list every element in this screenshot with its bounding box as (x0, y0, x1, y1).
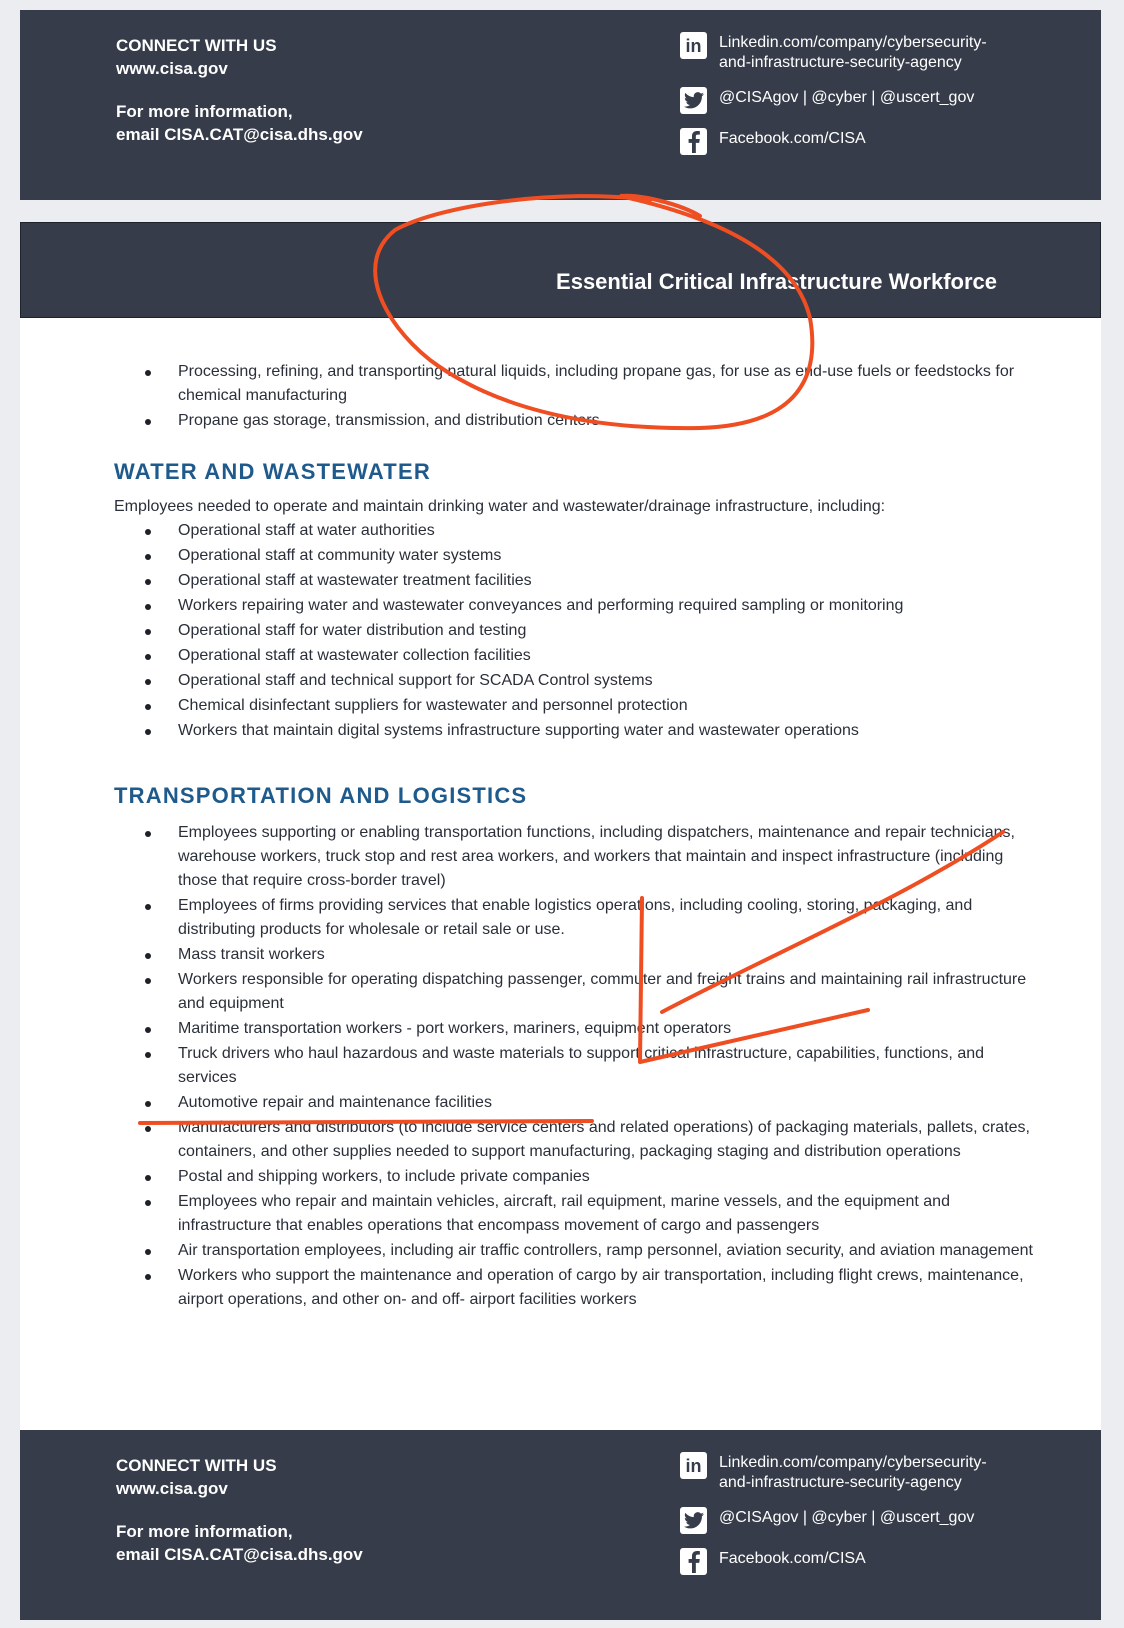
email-link[interactable]: email CISA.CAT@cisa.dhs.gov (116, 125, 363, 144)
list-item: Truck drivers who haul hazardous and waste materials to support critical infrastructure, capabilities, functions, and services (178, 1042, 1034, 1090)
list-item: Employees who repair and maintain vehicles, aircraft, rail equipment, marine vessels, and the equipment and infrastructure that enables operations that encompass movement of cargo and passengers (178, 1190, 1034, 1238)
list-item: Employees supporting or enabling transportation functions, including dispatchers, maintenance and repair technicians, warehouse workers, truck stop and rest area workers, and workers that maintain and inspect infrastructure (including those that require cross-border travel) (178, 821, 1034, 893)
more-info-text: For more information, (116, 102, 293, 121)
linkedin-link-line1[interactable]: Linkedin.com/company/cybersecurity- (719, 34, 987, 51)
linkedin-row[interactable] (680, 32, 987, 73)
footer-bottom (20, 1430, 1101, 1620)
linkedin-row[interactable] (680, 1452, 987, 1493)
list-item: Mass transit workers (178, 943, 1034, 967)
footer-top (20, 10, 1101, 200)
linkedin-link-line2[interactable]: and-infrastructure-security-agency (719, 54, 962, 71)
facebook-row[interactable] (680, 128, 987, 155)
list-item: Propane gas storage, transmission, and distribution centers (178, 409, 1034, 433)
twitter-handles[interactable]: @CISAgov | @cyber | @uscert_gov (719, 89, 975, 106)
facebook-link[interactable]: Facebook.com/CISA (719, 130, 866, 147)
connect-title: CONNECT WITH US (116, 36, 277, 55)
energy-list (114, 360, 1034, 433)
connect-block (116, 1454, 363, 1566)
list-item: Operational staff at wastewater collection facilities (178, 644, 1034, 668)
page-title: Essential Critical Infrastructure Workforce (556, 269, 997, 294)
title-banner (20, 222, 1101, 318)
transportation-heading: TRANSPORTATION AND LOGISTICS (114, 783, 528, 808)
water-list (114, 519, 1034, 743)
list-item: Operational staff at water authorities (178, 519, 1034, 543)
list-item: Workers repairing water and wastewater conveyances and performing required sampling or monitoring (178, 594, 1034, 618)
list-item: Operational staff for water distribution and testing (178, 619, 1034, 643)
social-links (680, 32, 987, 169)
list-item: Chemical disinfectant suppliers for wastewater and personnel protection (178, 694, 1034, 718)
list-item: Workers responsible for operating dispatching passenger, commuter and freight trains and maintaining rail infrastructure and equipment (178, 968, 1034, 1016)
document-page (20, 222, 1101, 1430)
facebook-row[interactable] (680, 1548, 987, 1575)
list-item: Processing, refining, and transporting natural liquids, including propane gas, for use as end-use fuels or feedstocks for chemical manufacturing (178, 360, 1034, 408)
water-intro: Employees needed to operate and maintain drinking water and wastewater/drainage infrastructure, including: (114, 498, 886, 515)
twitter-row[interactable] (680, 87, 987, 114)
transportation-list (114, 821, 1034, 1312)
website-link[interactable]: www.cisa.gov (116, 1479, 228, 1498)
list-item: Employees of firms providing services that enable logistics operations, including cooling, storing, packaging, and distributing products for wholesale or retail sale or use. (178, 894, 1034, 942)
facebook-icon (680, 128, 707, 155)
list-item: Operational staff at community water systems (178, 544, 1034, 568)
facebook-icon (680, 1548, 707, 1575)
list-item: Automotive repair and maintenance facilities (178, 1091, 1034, 1115)
list-item: Postal and shipping workers, to include private companies (178, 1165, 1034, 1189)
connect-title: CONNECT WITH US (116, 1456, 277, 1475)
linkedin-icon: in (680, 1452, 707, 1479)
list-item: Maritime transportation workers - port workers, mariners, equipment operators (178, 1017, 1034, 1041)
list-item: Operational staff at wastewater treatment facilities (178, 569, 1034, 593)
twitter-icon (680, 87, 707, 114)
list-item: Workers that maintain digital systems infrastructure supporting water and wastewater operations (178, 719, 1034, 743)
linkedin-link-line2[interactable]: and-infrastructure-security-agency (719, 1474, 962, 1491)
twitter-handles[interactable]: @CISAgov | @cyber | @uscert_gov (719, 1509, 975, 1526)
website-link[interactable]: www.cisa.gov (116, 59, 228, 78)
list-item: Manufacturers and distributors (to include service centers and related operations) of packaging materials, pallets, crates, containers, and other supplies needed to support manufacturing, packaging staging and distribution operations (178, 1116, 1034, 1164)
twitter-icon (680, 1507, 707, 1534)
water-heading: WATER AND WASTEWATER (114, 459, 431, 484)
more-info-text: For more information, (116, 1522, 293, 1541)
list-item: Operational staff and technical support for SCADA Control systems (178, 669, 1034, 693)
list-item: Air transportation employees, including air traffic controllers, ramp personnel, aviation security, and aviation management (178, 1239, 1034, 1263)
social-links (680, 1452, 987, 1589)
linkedin-icon: in (680, 32, 707, 59)
twitter-row[interactable] (680, 1507, 987, 1534)
email-link[interactable]: email CISA.CAT@cisa.dhs.gov (116, 1545, 363, 1564)
connect-block (116, 34, 363, 146)
facebook-link[interactable]: Facebook.com/CISA (719, 1550, 866, 1567)
list-item: Workers who support the maintenance and operation of cargo by air transportation, including flight crews, maintenance, airport operations, and other on- and off- airport facilities workers (178, 1264, 1034, 1312)
linkedin-link-line1[interactable]: Linkedin.com/company/cybersecurity- (719, 1454, 987, 1471)
page-content (114, 360, 1034, 1313)
